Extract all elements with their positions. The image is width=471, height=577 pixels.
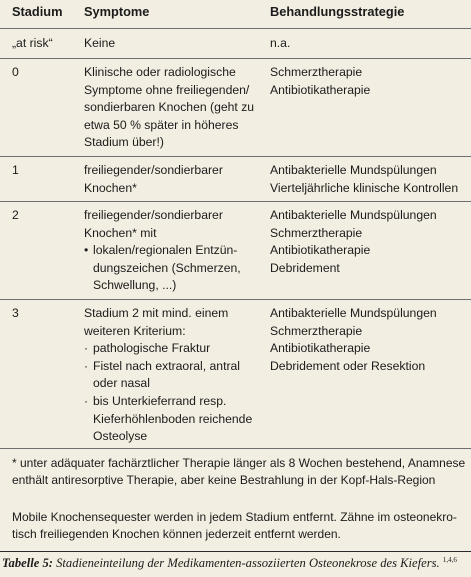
- symptome-line: etwa 50 % später in höheres: [84, 117, 239, 132]
- header-symptome: Symptome: [84, 4, 150, 19]
- symptome-cell: [84, 207, 264, 295]
- bullet-dot-icon: ·: [84, 341, 89, 356]
- bullet-continuation: Schwellung, ...): [93, 278, 177, 293]
- behandlung-line: Schmerztherapie: [270, 65, 363, 79]
- footnote-line: tisch freiliegenden Knochen können jederzeit entfernt werden.: [12, 527, 341, 541]
- behandlung-line: Vierteljährliche klinische Kontrollen: [270, 180, 459, 195]
- footnote-line: enthält antiresorptive Therapie, aber keine Bestrahlung in der Kopf-Hals-Region: [12, 473, 436, 487]
- bullet-text: lokalen/regionalen Entzün-: [93, 243, 238, 258]
- bullet-item: [84, 358, 264, 376]
- caption-refs: 1,4,6: [442, 556, 457, 564]
- bullet-dot-icon: ·: [84, 358, 89, 373]
- symptome-line: Symptome ohne freiliegenden/: [84, 82, 250, 97]
- symptome-line: Stadium 2 mit mind. einem: [84, 306, 229, 320]
- symptome-cell: [84, 64, 264, 152]
- behandlung-line: Antibiotikatherapie: [270, 82, 371, 97]
- symptome-line: Knochen* mit: [84, 225, 157, 240]
- symptome-line: Keine: [84, 36, 116, 50]
- row-divider: [0, 299, 471, 300]
- bullet-dot-icon: ·: [84, 393, 89, 408]
- header-stadium: Stadium: [12, 4, 63, 19]
- table-header-row: [0, 3, 471, 31]
- symptome-line: weiteren Kriterium:: [84, 323, 186, 338]
- behandlung-line: Schmerztherapie: [270, 225, 363, 240]
- caption-label: Tabelle 5:: [2, 556, 53, 570]
- stadium-cell: „at risk“: [12, 36, 53, 50]
- bullet-continuation: Osteolyse: [93, 429, 148, 444]
- behandlung-cell: [270, 35, 465, 53]
- bullet-item: [84, 340, 264, 358]
- behandlung-line: Schmerztherapie: [270, 323, 363, 338]
- footnote-line: * unter adäquater fachärztlicher Therapie länger als 8 Wochen bestehend, Anamnese: [12, 456, 466, 470]
- row-divider: [0, 58, 471, 59]
- behandlung-line: Antibiotikatherapie: [270, 243, 371, 258]
- symptome-line: Knochen*: [84, 180, 137, 195]
- symptome-line: freiliegender/sondierbarer: [84, 208, 223, 222]
- footnote-line: Mobile Knochensequester werden in jedem Stadium entfernt. Zähne im osteonekro-: [12, 510, 457, 524]
- bullet-text: Fistel nach extraoral, antral: [93, 358, 240, 373]
- header-divider: [0, 28, 471, 29]
- stadium-cell: 2: [12, 208, 19, 222]
- bullet-continuation: dungszeichen (Schmerzen,: [93, 260, 241, 275]
- symptome-line: Klinische oder radiologische: [84, 65, 236, 79]
- caption-text: Stadieneinteilung der Medikamenten-assoziierten Osteonekrose des Kiefers.: [52, 556, 440, 570]
- row-divider: [0, 156, 471, 157]
- bullet-continuation: Kieferhöhlenboden reichende: [93, 411, 253, 426]
- bullet-item: [84, 393, 264, 411]
- table-caption: [2, 556, 457, 571]
- symptome-cell: [84, 162, 264, 197]
- footnotes: [0, 450, 471, 550]
- behandlung-line: Antibakterielle Mundspülungen: [270, 306, 437, 320]
- table-bottom-divider: [0, 448, 471, 449]
- behandlung-cell: [270, 207, 465, 277]
- stadium-cell: 1: [12, 163, 19, 177]
- header-behandlung: Behandlungsstrategie: [270, 4, 405, 19]
- row-divider: [0, 201, 471, 202]
- symptome-cell: [84, 35, 264, 53]
- behandlung-line: Antibakterielle Mundspülungen: [270, 208, 437, 222]
- symptome-cell: [84, 305, 264, 446]
- behandlung-cell: [270, 305, 465, 375]
- behandlung-line: Debridement oder Resektion: [270, 358, 426, 373]
- behandlung-line: n.a.: [270, 36, 291, 50]
- symptome-line: sondierbaren Knochen (geht zu: [84, 100, 255, 115]
- bullet-text: pathologische Fraktur: [93, 341, 211, 356]
- stadium-cell: 3: [12, 306, 19, 320]
- stadium-cell: 0: [12, 65, 19, 79]
- behandlung-cell: [270, 162, 465, 197]
- symptome-line: Stadium über!): [84, 135, 164, 150]
- bullet-item: [84, 242, 264, 260]
- caption-divider: [0, 551, 471, 552]
- symptome-line: freiliegender/sondierbarer: [84, 163, 223, 177]
- behandlung-line: Antibakterielle Mundspülungen: [270, 163, 437, 177]
- bullet-text: bis Unterkieferrand resp.: [93, 393, 227, 408]
- behandlung-line: Debridement: [270, 260, 340, 275]
- behandlung-cell: [270, 64, 465, 99]
- bullet-continuation: oder nasal: [93, 376, 150, 391]
- behandlung-line: Antibiotikatherapie: [270, 341, 371, 356]
- bullet-dot-icon: •: [84, 243, 89, 258]
